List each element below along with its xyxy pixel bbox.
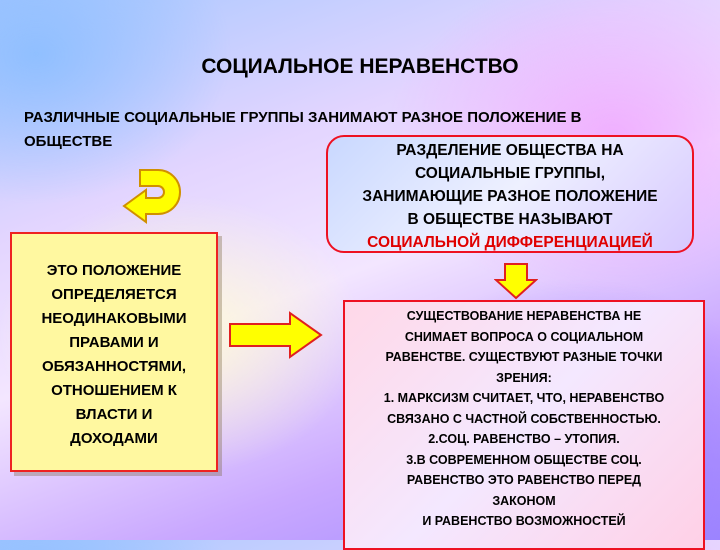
definition-line: РАЗДЕЛЕНИЕ ОБЩЕСТВА НА: [396, 142, 624, 159]
equality-line: 2.СОЦ. РАВЕНСТВО – УТОПИЯ.: [428, 432, 620, 446]
curved-arrow-icon: [118, 158, 188, 228]
equality-line: РАВЕНСТВЕ. СУЩЕСТВУЮТ РАЗНЫЕ ТОЧКИ: [385, 350, 663, 364]
position-line: ВЛАСТИ И: [75, 406, 153, 423]
equality-line: СУЩЕСТВОВАНИЕ НЕРАВЕНСТВА НЕ: [406, 309, 642, 323]
arrow-down-icon: [494, 262, 538, 300]
arrow-right-icon: [228, 310, 324, 360]
slide-title: СОЦИАЛЬНОЕ НЕРАВЕНСТВО: [201, 55, 519, 78]
position-line: ОБЯЗАННОСТЯМИ,: [41, 358, 187, 375]
position-line: ДОХОДАМИ: [70, 430, 158, 447]
position-line: ОТНОШЕНИЕМ К: [51, 382, 177, 399]
position-box: [10, 232, 218, 472]
definition-box: [326, 135, 694, 253]
equality-line: ЗАКОНОМ: [492, 493, 556, 508]
equality-line: СНИМАЕТ ВОПРОСА О СОЦИАЛЬНОМ: [404, 329, 644, 344]
slide-subtitle: РАЗЛИЧНЫЕ СОЦИАЛЬНЫЕ ГРУППЫ ЗАНИМАЮТ РАЗНОЕ ПОЛОЖЕНИЕ В ОБЩЕСТВЕ: [24, 109, 582, 150]
position-line: ЭТО ПОЛОЖЕНИЕ: [46, 262, 182, 279]
definition-term: СОЦИАЛЬНОЙ ДИФФЕРЕНЦИАЦИЕЙ: [367, 234, 653, 251]
equality-line: РАВЕНСТВО ЭТО РАВЕНСТВО ПЕРЕД: [406, 473, 642, 487]
equality-line: И РАВЕНСТВО ВОЗМОЖНОСТЕЙ: [422, 514, 626, 528]
equality-line: 3.В СОВРЕМЕННОМ ОБЩЕСТВЕ СОЦ.: [406, 452, 642, 467]
definition-line: СОЦИАЛЬНЫЕ ГРУППЫ,: [414, 165, 606, 182]
position-line: ОПРЕДЕЛЯЕТСЯ: [51, 286, 177, 303]
position-line: ПРАВАМИ И: [69, 334, 159, 351]
definition-line: В ОБЩЕСТВЕ НАЗЫВАЮТ: [407, 211, 613, 228]
definition-line: ЗАНИМАЮЩИЕ РАЗНОЕ ПОЛОЖЕНИЕ: [362, 188, 658, 205]
equality-line: ЗРЕНИЯ:: [496, 370, 552, 385]
equality-line: 1. МАРКСИЗМ СЧИТАЕТ, ЧТО, НЕРАВЕНСТВО: [383, 391, 665, 405]
equality-box: [343, 300, 705, 550]
position-line: НЕОДИНАКОВЫМИ: [41, 310, 187, 327]
equality-line: СВЯЗАНО С ЧАСТНОЙ СОБСТВЕННОСТЬЮ.: [387, 411, 661, 426]
